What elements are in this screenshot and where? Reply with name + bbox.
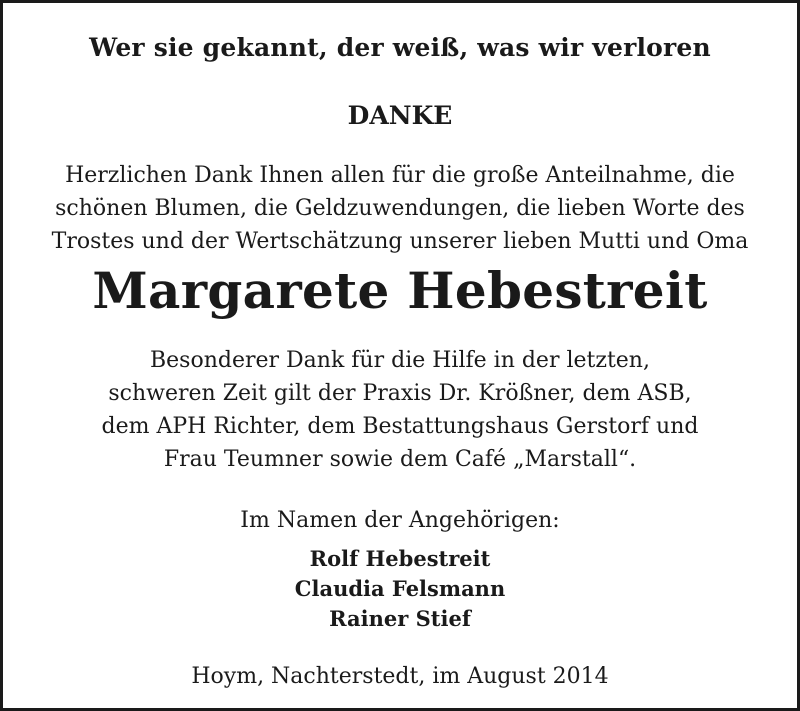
mourner-name: Rolf Hebestreit [309, 546, 491, 571]
mourner-name: Rainer Stief [329, 606, 471, 631]
notice-title: DANKE [347, 101, 453, 130]
deceased-name: Margarete Hebestreit [92, 261, 708, 320]
on-behalf-label: Im Namen der Angehörigen: [240, 508, 560, 533]
special-thanks-line: schweren Zeit gilt der Praxis Dr. Krößner, dem ASB, [108, 381, 692, 406]
special-thanks-line: Frau Teumner sowie dem Café „Marstall“. [163, 447, 637, 472]
thanks-line: Herzlichen Dank Ihnen allen für die große Anteilnahme, die [65, 163, 735, 188]
thanks-line: Trostes und der Wertschätzung unserer lieben Mutti und Oma [51, 229, 749, 254]
special-thanks-line: dem APH Richter, dem Bestattungshaus Gerstorf und [101, 414, 699, 439]
place-and-date: Hoym, Nachterstedt, im August 2014 [191, 664, 609, 689]
headline: Wer sie gekannt, der weiß, was wir verloren [89, 33, 711, 62]
mourner-name: Claudia Felsmann [294, 576, 506, 601]
thanks-line: schönen Blumen, die Geldzuwendungen, die lieben Worte des [55, 196, 745, 221]
special-thanks-line: Besonderer Dank für die Hilfe in der letzten, [150, 348, 650, 373]
